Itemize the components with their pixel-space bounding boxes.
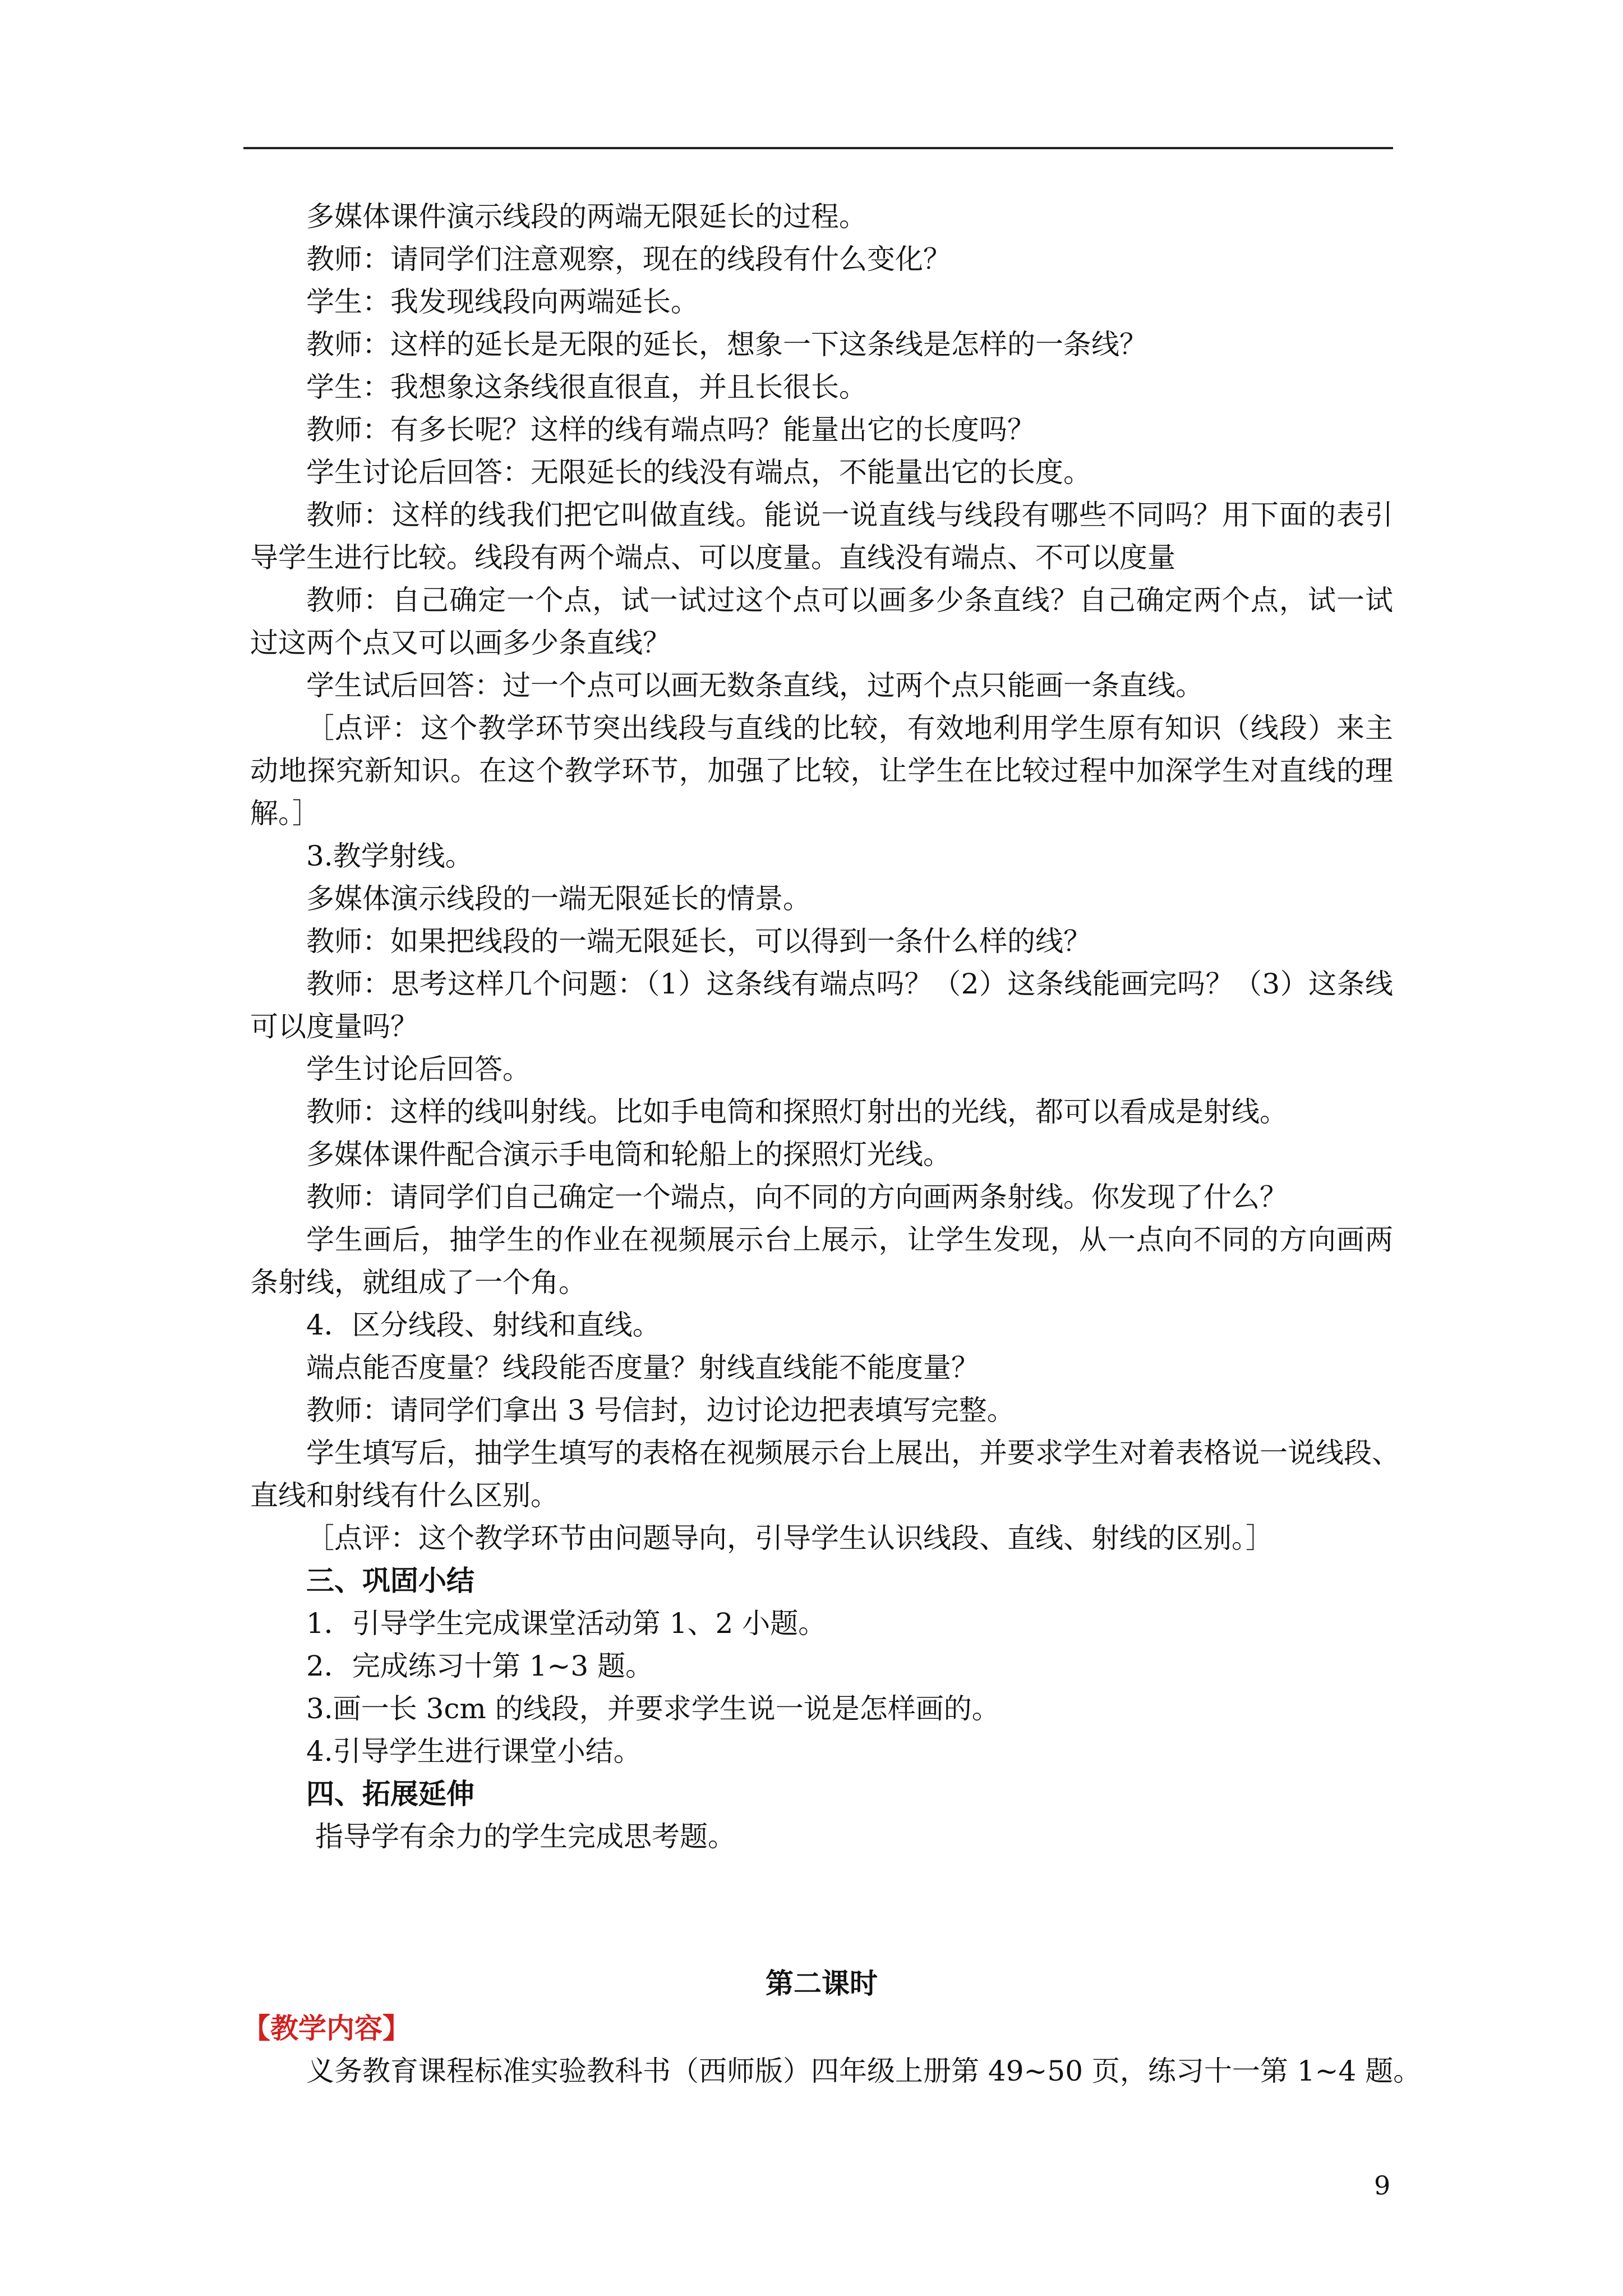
comment-line: ［点评：这个教学环节突出线段与直线的比较，有效地利用学生原有知识（线段）来主: [306, 712, 1393, 744]
paragraph-line: 教师：有多长呢？这样的线有端点吗？能量出它的长度吗？: [306, 413, 1035, 446]
paragraph-line: 多媒体演示线段的一端无限延长的情景。: [306, 882, 811, 915]
paragraph-line: 直线和射线有什么区别。: [250, 1479, 559, 1512]
paragraph-line: 导学生进行比较。线段有两个端点、可以度量。直线没有端点、不可以度量: [250, 541, 1175, 574]
list-item: 1．引导学生完成课堂活动第 1、2 小题。: [306, 1607, 827, 1640]
paragraph-line: 3.教学射线。: [306, 840, 473, 872]
paragraph-line: 教师：如果把线段的一端无限延长，可以得到一条什么样的线？: [306, 925, 1091, 958]
paragraph-line: 教师：这样的线我们把它叫做直线。能说一说直线与线段有哪些不同吗？用下面的表引: [306, 499, 1393, 531]
paragraph-line: 学生画后，抽学生的作业在视频展示台上展示，让学生发现，从一点向不同的方向画两: [306, 1223, 1393, 1256]
paragraph-line: 教师：这样的线叫射线。比如手电筒和探照灯射出的光线，都可以看成是射线。: [306, 1096, 1288, 1128]
paragraph-line: 教师：请同学们注意观察，现在的线段有什么变化？: [306, 243, 951, 275]
section-heading: 四、拓展延伸: [306, 1777, 474, 1810]
paragraph-line: 多媒体课件演示线段的两端无限延长的过程。: [306, 200, 867, 233]
paragraph-line: 教师：自己确定一个点，试一试过这个点可以画多少条直线？自己确定两个点，试一试: [306, 584, 1393, 616]
paragraph-line: 教师：请同学们自己确定一个端点，向不同的方向画两条射线。你发现了什么？: [306, 1181, 1288, 1213]
paragraph-line: 指导学有余力的学生完成思考题。: [315, 1820, 736, 1853]
teaching-content-text: 义务教育课程标准实验教科书（西师版）四年级上册第 49~50 页，练习十一第 1~4 题。: [306, 2055, 1422, 2087]
paragraph-line: 教师：请同学们拿出 3 号信封，边讨论边把表填写完整。: [306, 1394, 1015, 1427]
paragraph-line: 学生试后回答：过一个点可以画无数条直线，过两个点只能画一条直线。: [306, 669, 1204, 702]
list-item: 2．完成练习十第 1~3 题。: [306, 1650, 654, 1682]
header-rule: [243, 147, 1393, 149]
paragraph-line: 学生讨论后回答：无限延长的线没有端点，不能量出它的长度。: [306, 456, 1091, 489]
paragraph-line: 学生：我想象这条线很直很直，并且长很长。: [306, 371, 867, 403]
paragraph-line: 4．区分线段、射线和直线。: [306, 1309, 661, 1341]
paragraph-line: 端点能否度量？线段能否度量？射线直线能不能度量？: [306, 1351, 979, 1384]
section-heading: 三、巩固小结: [306, 1564, 474, 1597]
lesson-title: 第二课时: [766, 1967, 878, 2000]
comment-line: ［点评：这个教学环节由问题导向，引导学生认识线段、直线、射线的区别。］: [306, 1522, 1274, 1554]
paragraph-line: 多媒体课件配合演示手电筒和轮船上的探照灯光线。: [306, 1138, 951, 1171]
comment-line: 动地探究新知识。在这个教学环节，加强了比较，让学生在比较过程中加深学生对直线的理: [250, 754, 1393, 787]
comment-line: 解。］: [250, 797, 320, 830]
list-item: 4.引导学生进行课堂小结。: [306, 1735, 642, 1768]
paragraph-line: 教师：这样的延长是无限的延长，想象一下这条线是怎样的一条线？: [306, 328, 1147, 361]
paragraph-line: 条射线，就组成了一个角。: [250, 1266, 587, 1299]
paragraph-line: 学生讨论后回答。: [306, 1053, 531, 1085]
page-number: 9: [1374, 2170, 1391, 2201]
paragraph-line: 可以度量吗？: [250, 1010, 418, 1043]
paragraph-line: 学生填写后，抽学生填写的表格在视频展示台上展出，并要求学生对着表格说一说线段、: [306, 1437, 1400, 1469]
paragraph-line: 教师：思考这样几个问题：（1）这条线有端点吗？（2）这条线能画完吗？（3）这条线: [306, 968, 1393, 1000]
teaching-content-label: 【教学内容】: [242, 2012, 411, 2045]
paragraph-line: 过这两个点又可以画多少条直线？: [250, 627, 671, 659]
list-item: 3.画一长 3cm 的线段，并要求学生说一说是怎样画的。: [306, 1692, 1000, 1725]
paragraph-line: 学生：我发现线段向两端延长。: [306, 286, 699, 318]
